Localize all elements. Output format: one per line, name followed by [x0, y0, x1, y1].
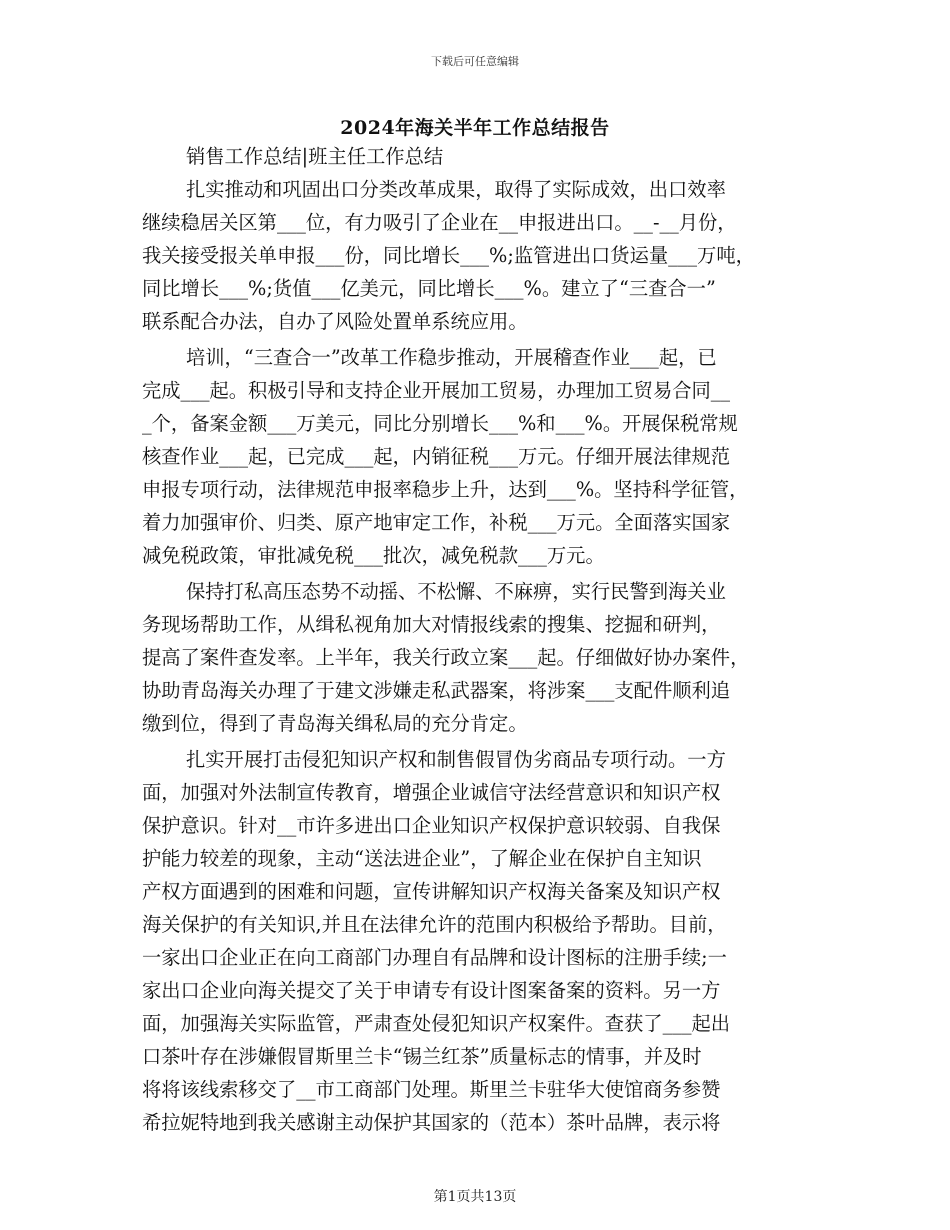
- paragraph-line: 面，加强海关实际监管，严肃查处侵犯知识产权案件。查获了___起出: [142, 1012, 731, 1035]
- paragraph-line: 务现场帮助工作，从缉私视角加大对情报线索的搜集、挖掘和研判，: [142, 613, 721, 636]
- paragraph-line: 培训，“三查合一”改革工作稳步推动，开展稽查作业___起，已: [186, 346, 717, 369]
- paragraph-line: 申报专项行动，法律规范申报率稳步上升，达到___%。坚持科学征管，: [142, 478, 749, 501]
- paragraph-4: [142, 743, 807, 1139]
- document-body: [142, 140, 807, 1139]
- document-subtitle: 销售工作总结|班主任工作总结: [186, 145, 444, 168]
- paragraph-line: 着力加强审价、归类、原产地审定工作，补税___万元。全面落实国家: [142, 511, 731, 534]
- page-number: 第1页共13页: [433, 1189, 517, 1205]
- paragraph-line: 协助青岛海关办理了于建文涉嫌走私武器案，将涉案___支配件顺利追: [142, 679, 731, 702]
- paragraph-line: 继续稳居关区第___位，有力吸引了企业在__申报进出口。__-__月份，: [142, 211, 737, 234]
- paragraph-line: 一家出口企业正在向工商部门办理自有品牌和设计图标的注册手续;一: [142, 946, 727, 969]
- paragraph-line: 缴到位，得到了青岛海关缉私局的充分肯定。: [142, 712, 528, 735]
- paragraph-line: 同比增长___%;货值___亿美元，同比增长___%。建立了“三查合一”: [142, 277, 716, 300]
- paragraph-line: 我关接受报关单申报___份，同比增长___%;监管进出口货运量___万吨，: [142, 244, 755, 267]
- paragraph-line: 面，加强对外法制宣传教育，增强企业诚信守法经营意识和知识产权: [142, 781, 721, 804]
- paragraph-line: 完成___起。积极引导和支持企业开展加工贸易，办理加工贸易合同__: [142, 379, 731, 402]
- paragraph-line: 口茶叶存在涉嫌假冒斯里兰卡“锡兰红茶”质量标志的情事，并及时: [142, 1045, 702, 1068]
- paragraph-line: _个，备案金额___万美元，同比分别增长___%和___%。开展保税常规: [142, 412, 738, 435]
- paragraph-3: [142, 575, 807, 740]
- paragraph-line: 将将该线索移交了__市工商部门处理。斯里兰卡驻华大使馆商务参赞: [142, 1078, 721, 1101]
- paragraph-line: 提高了案件查发率。上半年，我关行政立案___起。仔细做好协办案件，: [142, 646, 750, 669]
- paragraph-line: 联系配合办法，自办了风险处置单系统应用。: [142, 310, 528, 333]
- paragraph-1: [142, 173, 807, 338]
- paragraph-line: 保护意识。针对__市许多进出口企业知识产权保护意识较弱、自我保: [142, 814, 721, 837]
- paragraph-line: 减免税政策，审批减免税___批次，减免税款___万元。: [142, 544, 605, 567]
- paragraph-line: 希拉妮特地到我关感谢主动保护其国家的（范本）茶叶品牌，表示将: [142, 1111, 721, 1134]
- paragraph-line: 扎实开展打击侵犯知识产权和制售假冒伪劣商品专项行动。一方: [186, 748, 726, 771]
- paragraph-line: 核查作业___起，已完成___起，内销征税___万元。仔细开展法律规范: [142, 445, 731, 468]
- paragraph-line: 保持打私高压态势不动摇、不松懈、不麻痹，实行民警到海关业: [186, 580, 726, 603]
- paragraph-line: 扎实推动和巩固出口分类改革成果，取得了实际成效，出口效率: [186, 178, 726, 201]
- paragraph-line: 产权方面遇到的困难和问题，宣传讲解知识产权海关备案及知识产权: [142, 880, 721, 903]
- header-note: 下载后可任意编辑: [431, 55, 519, 68]
- paragraph-line: 家出口企业向海关提交了关于申请专有设计图案备案的资料。另一方: [142, 979, 721, 1002]
- document-title: 2024年海关半年工作总结报告: [340, 117, 610, 139]
- paragraph-line: 海关保护的有关知识,并且在法律允许的范围内积极给予帮助。目前，: [142, 913, 727, 936]
- paragraph-2: [142, 341, 807, 572]
- paragraph-line: 护能力较差的现象，主动“送法进企业”，了解企业在保护自主知识: [142, 847, 702, 870]
